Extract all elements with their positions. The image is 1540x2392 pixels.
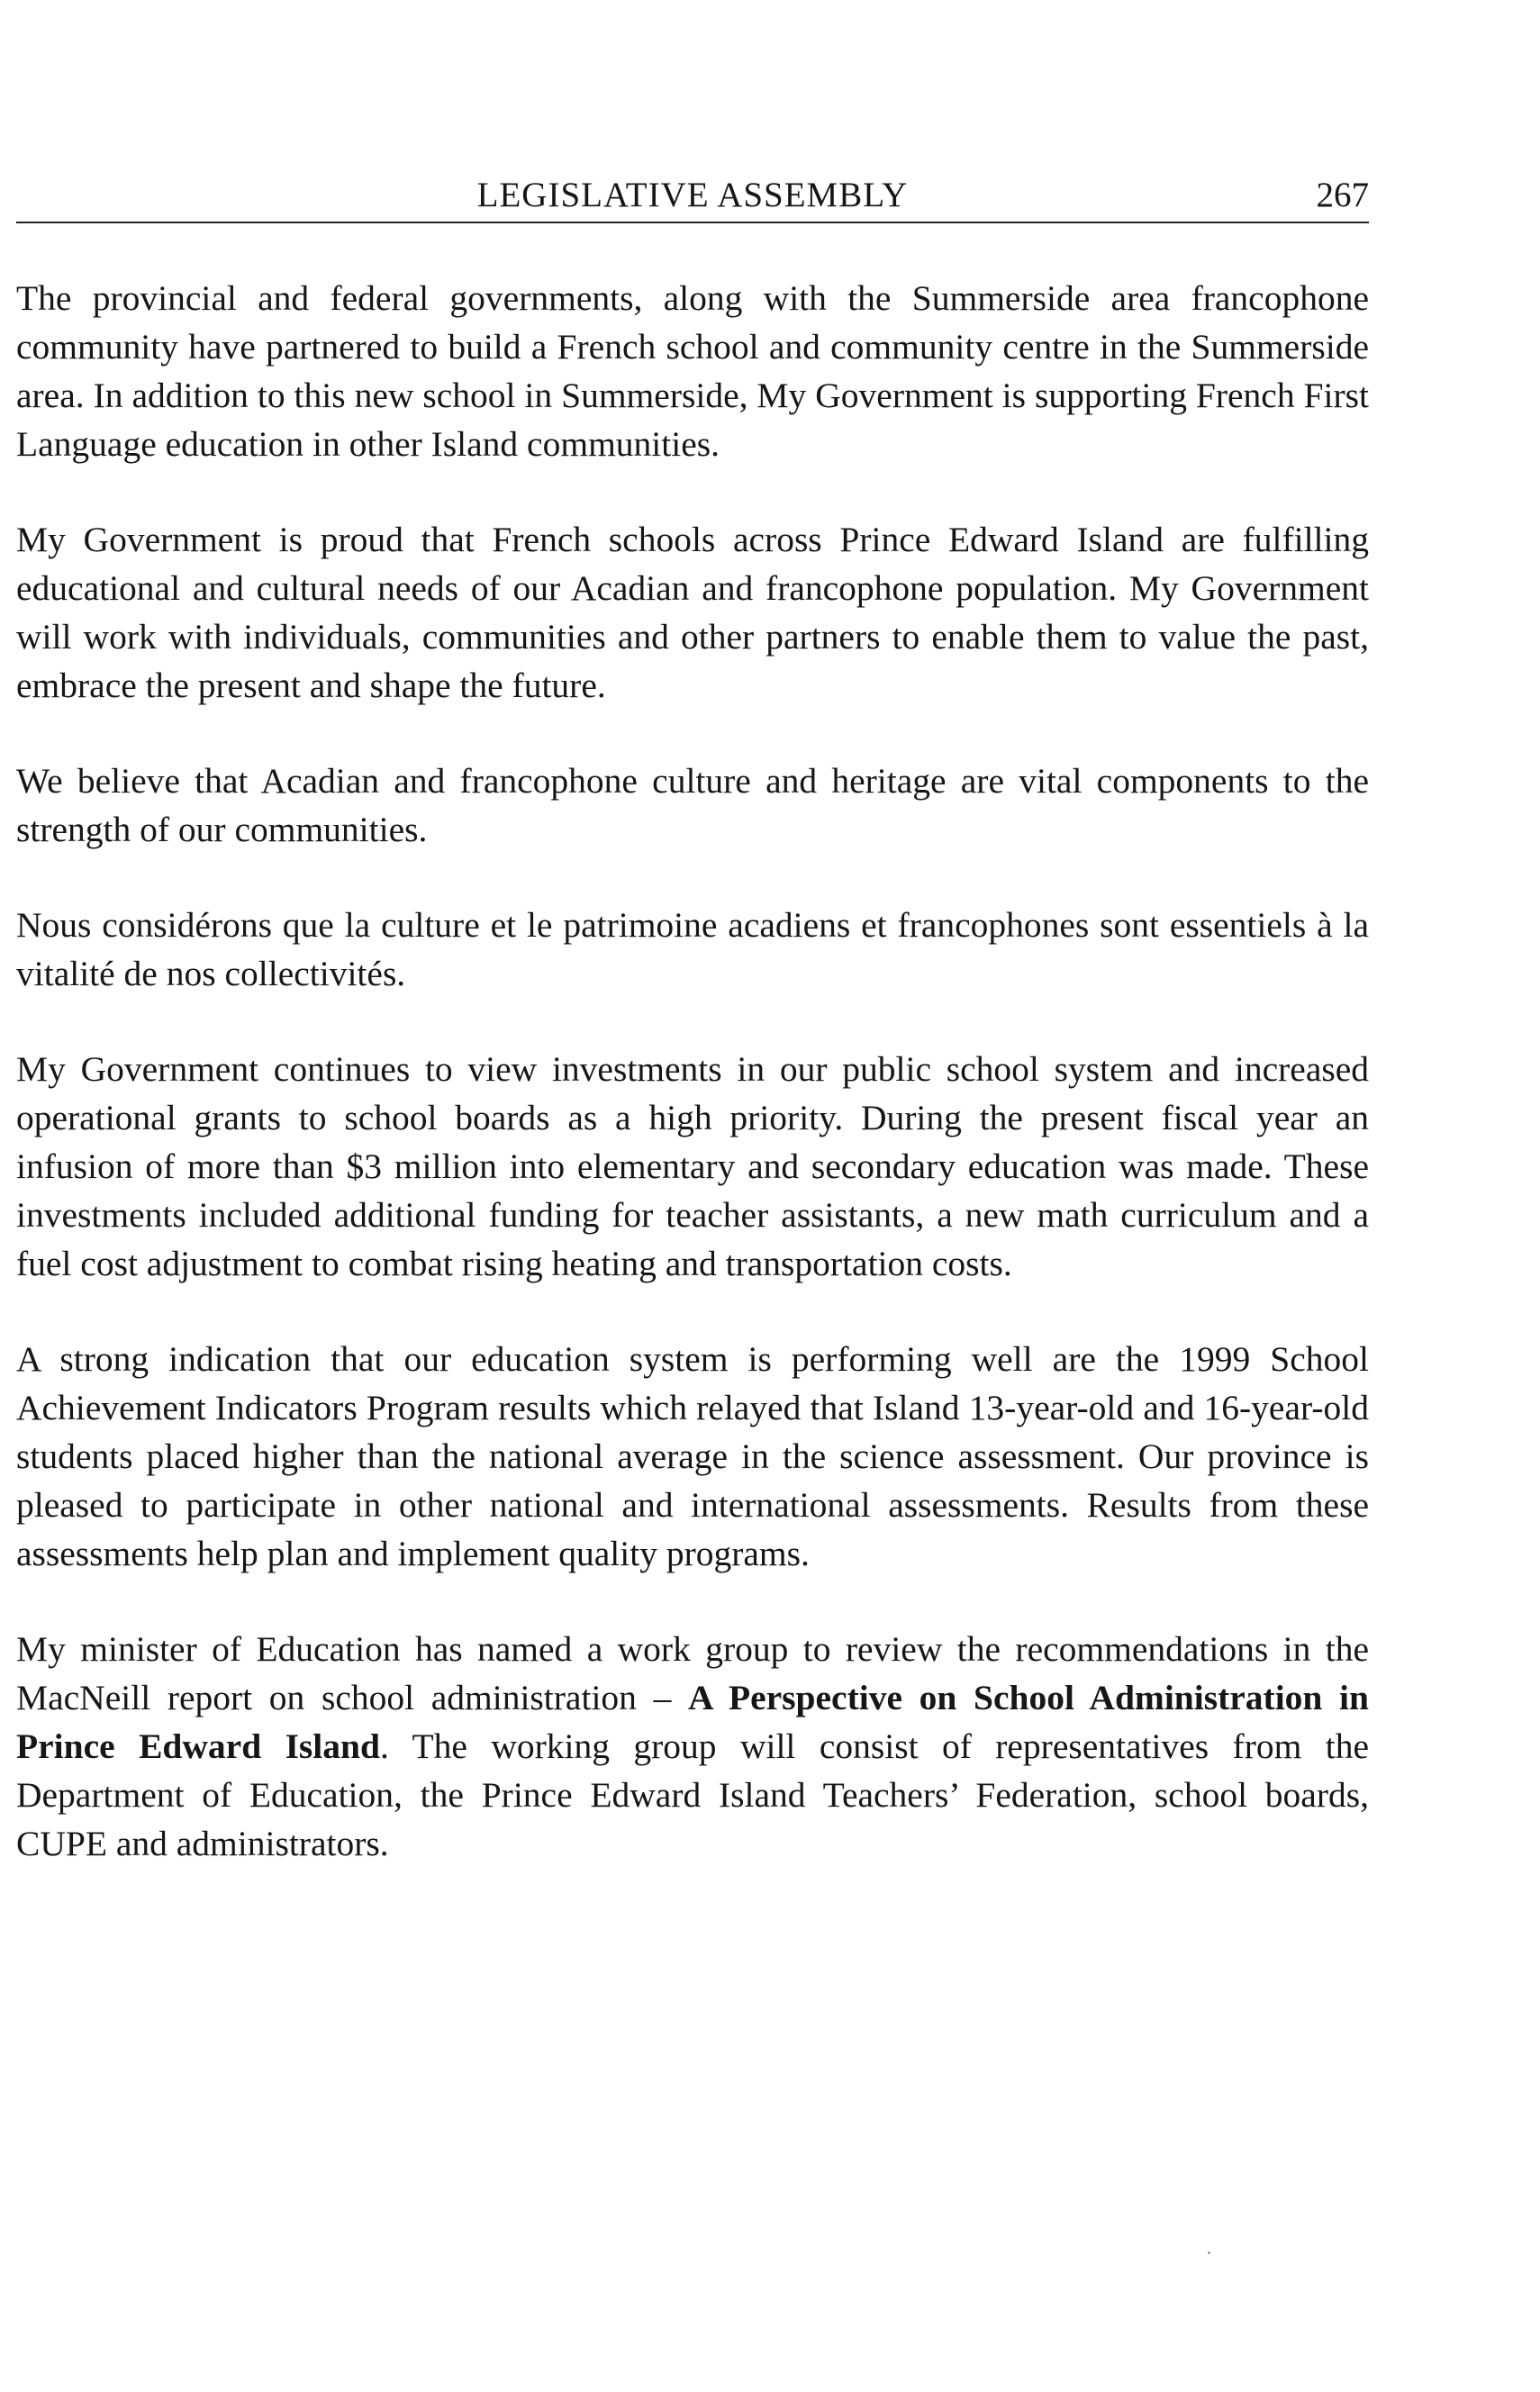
page-number: 267: [1316, 176, 1369, 214]
macneill-text-start: My minister of Education has named a work group to review the recommendations in the MacNeill report on school administration –: [16, 1629, 1369, 1717]
paragraph-french-school-summerside: The provincial and federal governments, along with the Summerside area francophone community have partnered to build a French school and community centre in the Summerside area. In addition to this new school in Summerside, My Government is supporting French First Language education in other Island communities.: [16, 278, 1369, 464]
paragraph-french-schools-pei: My Government is proud that French schools across Prince Edward Island are fulfilling educational and cultural needs of our Acadian and francophone population. My Government will work with individuals, communities and other partners to enable them to value the past, embrace the present and shape the future.: [16, 520, 1369, 705]
paragraph-achievement-indicators: A strong indication that our education system is performing well are the 1999 School Achievement Indicators Program results which relayed that Island 13-year-old and 16-year-old students placed higher than the national average in the science assessment. Our province is pleased to participate in other national and international assessments. Results from these assessments help plan and implement quality programs.: [16, 1339, 1369, 1573]
body-text: [16, 274, 1369, 1915]
paragraph-acadian-culture-french: Nous considérons que la culture et le patrimoine acadiens et francophones sont essentiels à la vitalité de nos collectivités.: [16, 905, 1369, 993]
report-title: A Perspective on School Administration in Prince Edward Island: [16, 1678, 1370, 1766]
running-header: [16, 169, 1369, 223]
paragraph-macneill-report: [16, 1625, 1369, 1868]
scan-speck: [1208, 2252, 1210, 2254]
paragraph-acadian-culture: We believe that Acadian and francophone culture and heritage are vital components to the strength of our communities.: [16, 761, 1369, 849]
paragraph-school-investments: My Government continues to view investments in our public school system and increased operational grants to school boards as a high priority. During the present fiscal year an infusion of more than $3 million into elementary and secondary education was made. These investments included additional funding for teacher assistants, a new math curriculum and a fuel cost adjustment to combat rising heating and transportation costs.: [16, 1049, 1369, 1283]
macneill-text-end: . The working group will consist of representatives from the Department of Education, the Prince Edward Island Teachers’ Federation, school boards, CUPE and administrators.: [16, 1726, 1369, 1863]
header-title: LEGISLATIVE ASSEMBLY: [476, 176, 909, 214]
